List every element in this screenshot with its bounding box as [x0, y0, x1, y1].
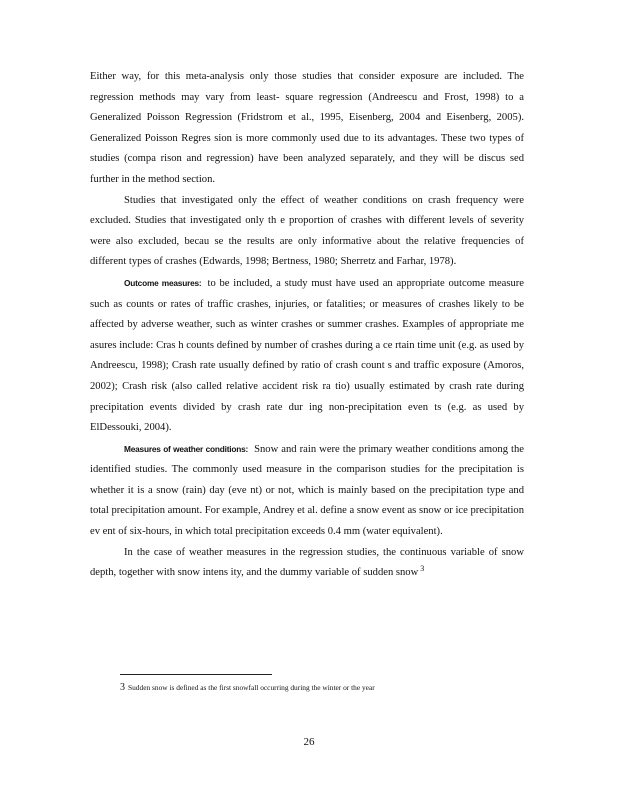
- paragraph-regression-measures: [90, 543, 524, 584]
- footnote: [120, 681, 540, 695]
- paragraph-outcome-measures: [90, 273, 524, 439]
- page-number: 26: [303, 736, 315, 748]
- paragraph-weather-measures: [90, 439, 524, 543]
- paragraph-exposure: Either way, for this meta-analysis only those studies that consider exposure are included. The regression methods may vary from least- square regression (Andreescu and Frost, 1998) to a Generalized Poisson Regression (Fridstrom et al., 1995, Eisenberg, 2004 and Eisenberg, 2005). Generalized Poisson Regres sion is more commonly used due to its advantages. These two types of studies (compa rison and regression) have been analyzed separately, and they will be discus sed further in the method section.: [90, 71, 524, 185]
- paragraph-regression-measures-text: In the case of weather measures in the regression studies, the continuous variable of snow depth, together with snow intens ity, and the dummy variable of sudden snow: [90, 546, 524, 579]
- footnote-separator: [120, 674, 272, 675]
- footnote-number: 3: [120, 682, 125, 693]
- footnote-text: Sudden snow is defined as the first snowfall occurring during the winter or the year: [128, 683, 375, 692]
- paragraph-outcome-measures-text: to be included, a study must have used an appropriate outcome measure such as counts or rates of traffic crashes, injuries, or fatalities; or measures of crashes likely to be affected by adverse weather, such as winter crashes or summer crashes. Examples of appropriate me asures include: Cras h counts defined by number of crashes during a ce rtain time unit (e.g. as used by Andreescu, 1998); Crash rate usually defined by ratio of crash count s and traffic exposure (Amoros, 2002); Crash risk (also called relative accident risk ra tio) usually estimated by crash rate during precipitation events divided by crash rate dur ing non-precipitation even ts (e.g. as used by ElDessouki, 2004).: [90, 277, 525, 434]
- body-text: [90, 67, 524, 584]
- footnote-reference[interactable]: 3: [420, 563, 425, 573]
- subheading-outcome-measures: Outcome measures:: [124, 277, 202, 288]
- paragraph-exclusions: Studies that investigated only the effect of weather conditions on crash frequency were excluded. Studies that investigated only th e proportion of crashes with different levels of severity were also excluded, becau se the results are only informative about the relative frequencies of different types of crashes (Edwards, 1998; Bertness, 1980; Sherretz and Farhar, 1978).: [90, 194, 524, 268]
- paragraph-weather-measures-text: Snow and rain were the primary weather conditions among the identified studies. The commonly used measure in the comparison studies for the precipitation is whether it is a snow (rain) day (eve nt) or not, which is mainly based on the precipitation type and total precipitation amount. For example, Andrey et al. define a snow event as snow or ice precipitation ev ent of six-hours, in which total precipitation exceeds 0.4 mm (water equivalent).: [90, 443, 524, 538]
- subheading-weather-measures: Measures of weather conditions:: [124, 443, 249, 454]
